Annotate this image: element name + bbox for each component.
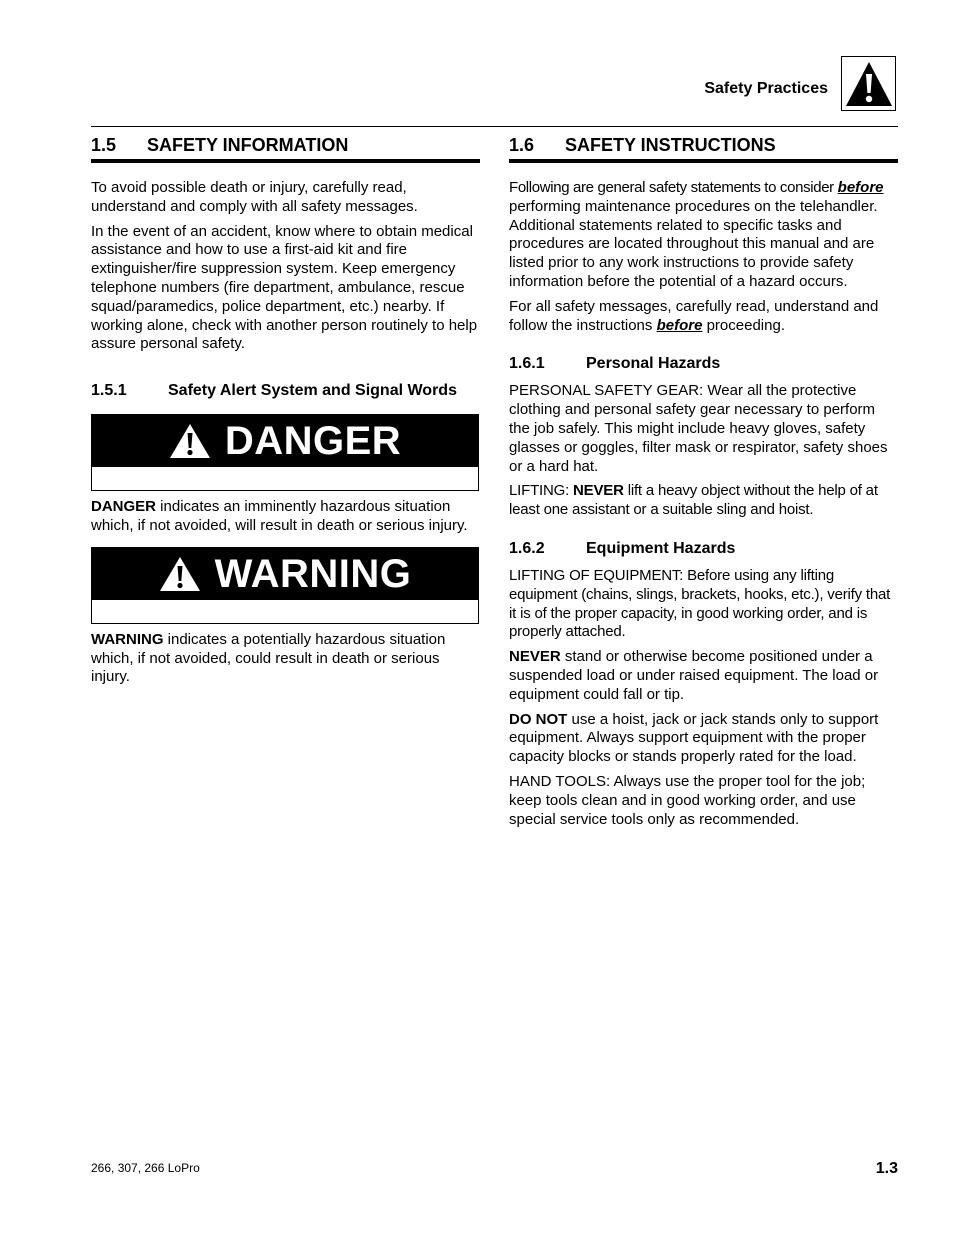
never-keyword: NEVER <box>573 482 624 500</box>
do-not-keyword: DO NOT <box>509 710 568 728</box>
paragraph <box>509 482 898 520</box>
section-heading-1-6 <box>509 135 898 163</box>
subsection-number: 1.5.1 <box>91 382 127 400</box>
warning-signal-blank <box>92 600 478 623</box>
alert-triangle-icon <box>159 556 201 592</box>
section-number: 1.6 <box>509 135 535 155</box>
paragraph <box>509 179 898 292</box>
subsection-heading-1-6-2 <box>509 540 898 558</box>
left-column <box>91 135 480 687</box>
warning-signal-bar <box>92 548 478 600</box>
warning-keyword: WARNING <box>91 630 164 648</box>
section-number: 1.5 <box>91 135 117 155</box>
danger-description <box>91 498 480 536</box>
warning-signal-box <box>91 547 479 624</box>
paragraph <box>509 711 898 767</box>
emphasis-before: before <box>656 316 703 334</box>
warning-description-text: indicates a potentially hazardous situation which, if not avoided, could result in death or serious injury. <box>91 630 446 686</box>
right-column <box>509 135 898 829</box>
paragraph-text: LIFTING: <box>509 482 574 500</box>
paragraph: PERSONAL SAFETY GEAR: Wear all the protective clothing and personal safety gear necessary to perform the job safely. This might include heavy gloves, safety glasses or goggles, filter mask or respirator, safety shoes or a hard hat. <box>509 382 888 475</box>
subsection-heading-1-6-1 <box>509 355 898 373</box>
subsection-title: Equipment Hazards <box>586 539 736 557</box>
alert-triangle-icon <box>169 423 211 459</box>
warning-signal-word: WARNING <box>214 551 412 596</box>
paragraph <box>509 648 898 704</box>
footer-page-number: 1.3 <box>875 1160 898 1177</box>
header-section-title: Safety Practices <box>704 80 828 97</box>
danger-signal-word: DANGER <box>224 419 402 464</box>
paragraph-text: stand or otherwise become positioned under a suspended load or under raised equipment. The load or equipment could fall or tip. <box>509 648 879 703</box>
subsection-number: 1.6.2 <box>509 539 545 557</box>
subsection-number: 1.6.1 <box>509 355 545 373</box>
footer-models: 266, 307, 266 LoPro <box>91 1161 200 1175</box>
header-rule <box>91 126 898 127</box>
emphasis-before: before <box>837 179 884 196</box>
header-icon-box <box>841 56 896 111</box>
danger-signal-bar <box>92 415 478 467</box>
warning-description <box>91 631 480 687</box>
paragraph-text: performing maintenance procedures on the telehandler. Additional statements related to specific tasks and procedures are located throughout this manual and are listed prior to any work instructions to provide safety information before the potential of a hazard occurs. <box>509 197 878 290</box>
subsection-title: Safety Alert System and Signal Words <box>168 382 457 400</box>
subsection-heading-1-5-1 <box>91 382 480 400</box>
paragraph-text: For all safety messages, carefully read, understand and follow the instructions <box>509 297 879 334</box>
danger-signal-box <box>91 414 479 491</box>
paragraph: In the event of an accident, know where to obtain medical assistance and how to use a first-aid kit and fire extinguisher/fire suppression system. Keep emergency telephone numbers (fire department, ambulance, rescue squad/paramedics, police department, etc.) nearby. If working alone, check with another person routinely to help assure personal safety. <box>91 222 478 353</box>
subsection-title: Personal Hazards <box>586 355 721 373</box>
danger-signal-blank <box>92 467 478 490</box>
paragraph-text: proceeding. <box>702 316 785 334</box>
paragraph-text: lift a heavy object without the help of at least one assistant or a suitable sling and hoist. <box>509 482 878 519</box>
section-title: SAFETY INFORMATION <box>147 135 349 155</box>
danger-description-text: indicates an imminently hazardous situation which, if not avoided, will result in death or serious injury. <box>91 498 468 534</box>
paragraph <box>509 298 898 336</box>
paragraph-text: use a hoist, jack or jack stands only to support equipment. Always support equipment with the proper capacity blocks or stands properly rated for the load. <box>509 710 879 766</box>
section-title: SAFETY INSTRUCTIONS <box>565 135 776 155</box>
warning-triangle-icon <box>844 60 894 108</box>
never-keyword: NEVER <box>509 648 561 666</box>
section-heading-1-5 <box>91 135 480 163</box>
paragraph-text: Following are general safety statements to consider <box>509 179 838 196</box>
paragraph: LIFTING OF EQUIPMENT: Before using any lifting equipment (chains, slings, brackets, hooks, etc.), verify that it is of the proper capacity, in good working order, and is properly attached. <box>509 566 891 641</box>
paragraph: HAND TOOLS: Always use the proper tool for the job; keep tools clean and in good working order, and use special service tools only as recommended. <box>509 772 866 828</box>
danger-keyword: DANGER <box>91 498 157 516</box>
paragraph: To avoid possible death or injury, carefully read, understand and comply with all safety messages. <box>91 179 418 215</box>
